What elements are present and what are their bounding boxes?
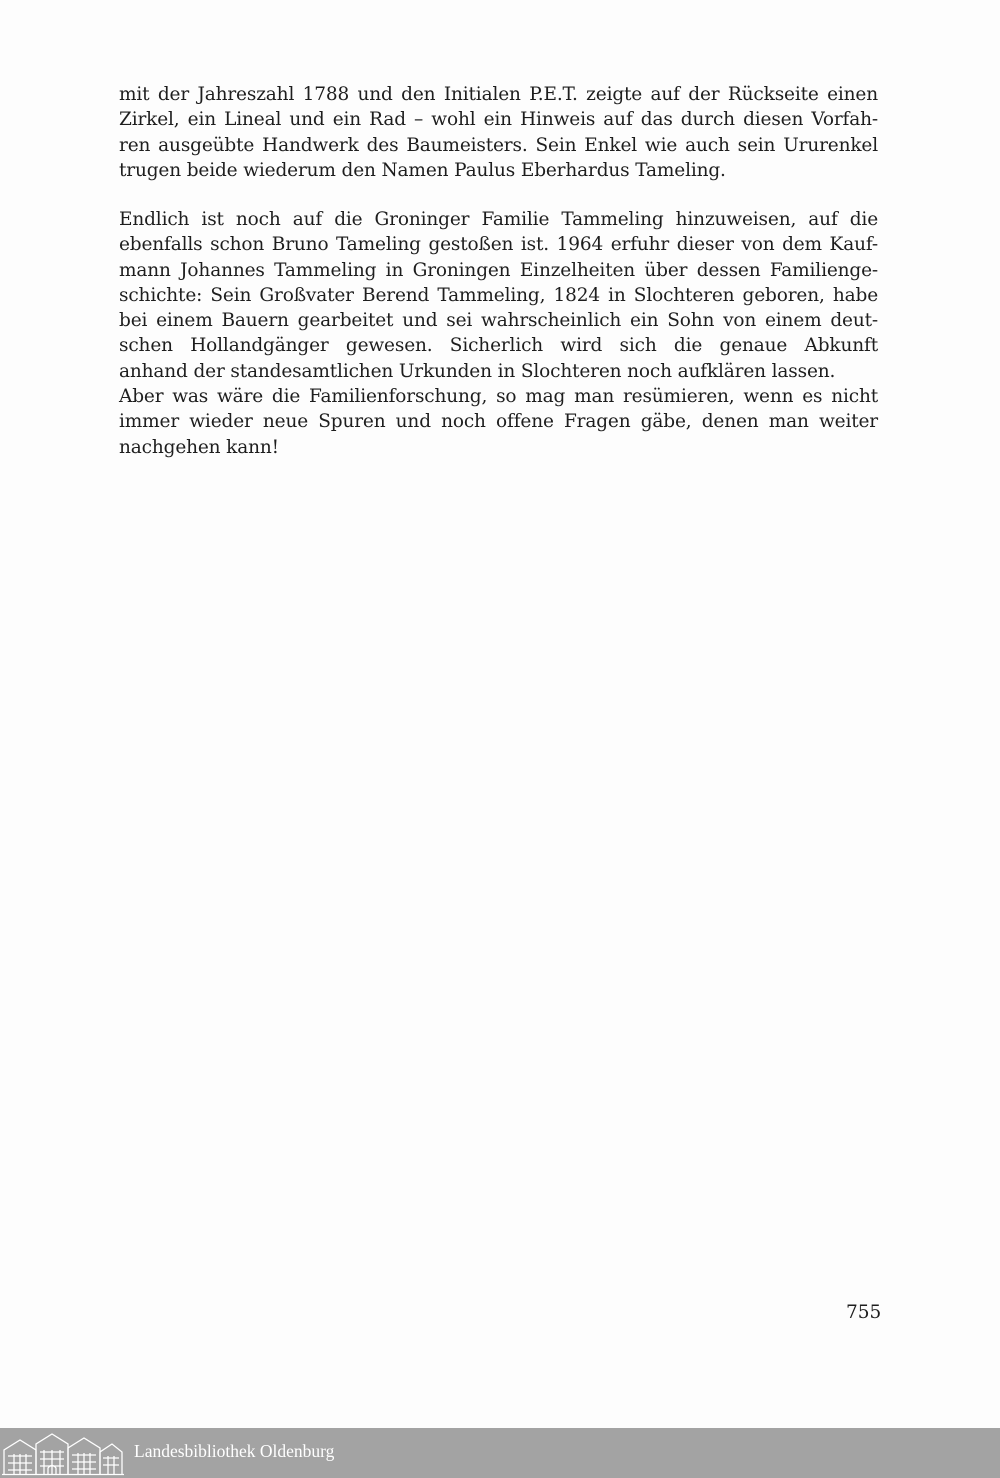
text-line: Endlich ist noch auf die Groninger Familie Tammeling hinzuweisen, auf die <box>119 209 878 230</box>
text-line: schen Hollandgänger gewesen. Sicherlich wird sich die genaue Abkunft <box>119 335 878 357</box>
text-line: Zirkel, ein Lineal und ein Rad – wohl ein Hinweis auf das durch diesen Vorfah- <box>119 109 878 131</box>
text-line: bei einem Bauern gearbeitet und sei wahrscheinlich ein Sohn von einem deut- <box>119 310 878 332</box>
text-line: mit der Jahreszahl 1788 und den Initialen P.E.T. zeigte auf der Rückseite einen <box>119 84 878 105</box>
paragraph-1 <box>119 82 878 183</box>
text-line: nachgehen kann! <box>119 436 279 458</box>
paragraph-2 <box>119 207 878 460</box>
page-number: 755 <box>846 1302 882 1323</box>
text-line: mann Johannes Tammeling in Groningen Einzelheiten über dessen Familienge- <box>119 259 878 281</box>
footer-bar <box>0 1428 1000 1478</box>
text-line: trugen beide wiederum den Namen Paulus Eberhardus Tameling. <box>119 159 726 181</box>
text-line: anhand der standesamtlichen Urkunden in Slochteren noch aufklären lassen. <box>119 360 836 382</box>
text-line: schichte: Sein Großvater Berend Tammeling, 1824 in Slochteren geboren, habe <box>119 284 878 306</box>
text-line: ebenfalls schon Bruno Tameling gestoßen ist. 1964 erfuhr dieser von dem Kauf- <box>119 234 878 256</box>
library-name-label: Landesbibliothek Oldenburg <box>134 1441 335 1461</box>
text-line: immer wieder neue Spuren und noch offene Fragen gäbe, denen man weiter <box>119 411 878 433</box>
text-line: Aber was wäre die Familienforschung, so mag man resümieren, wenn es nicht <box>119 386 878 408</box>
library-building-logo-icon <box>2 1430 124 1476</box>
text-line: ren ausgeübte Handwerk des Baumeisters. Sein Enkel wie auch sein Ururenkel <box>119 134 878 156</box>
